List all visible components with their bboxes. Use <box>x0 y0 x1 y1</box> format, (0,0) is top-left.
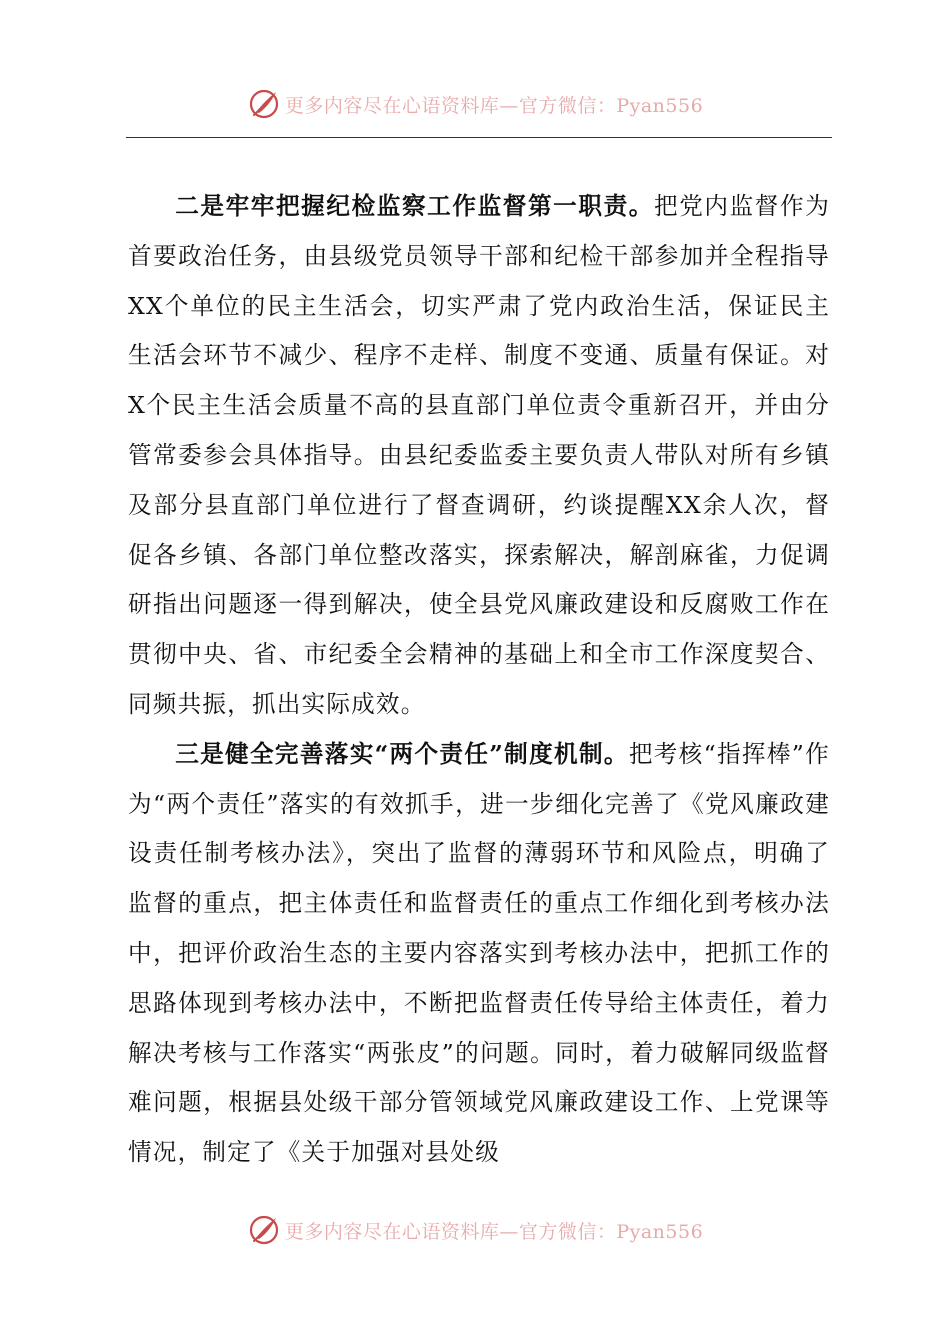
paragraph-body: 把考核“指挥棒”作为“两个责任”落实的有效抓手，进一步细化完善了《党风廉政建设责任制考核办法》，突出了监督的薄弱环节和风险点，明确了监督的重点，把主体责任和监督责任的重点工作细化到考核办法中，把评价政治生态的主要内容落实到考核办法中，把抓工作的思路体现到考核办法中，不断把监督责任传导给主体责任，着力解决考核与工作落实“两张皮”的问题。同时，着力破解同级监督难问题，根据县处级干部分管领域党风廉政建设工作、上党课等情况，制定了《关于加强对县处级 <box>128 739 830 1167</box>
paragraph <box>128 182 830 730</box>
paragraph <box>128 730 830 1178</box>
paragraph-lead: 二是牢牢把握纪检监察工作监督第一职责。 <box>175 192 654 220</box>
feather-pen-logo-icon <box>247 1213 281 1247</box>
document-body <box>128 182 830 1178</box>
footer-banner <box>0 1210 950 1250</box>
feather-pen-logo-icon <box>247 87 281 121</box>
header-divider <box>126 137 832 138</box>
paragraph-body: 把党内监督作为首要政治任务，由县级党员领导干部和纪检干部参加并全程指导XX个单位的民主生活会，切实严肃了党内政治生活，保证民主生活会环节不减少、程序不走样、制度不变通、质量有保证。对X个民主生活会质量不高的县直部门单位责令重新召开，并由分管常委参会具体指导。由县纪委监委主要负责人带队对所有乡镇及部分县直部门单位进行了督查调研，约谈提醒XX余人次，督促各乡镇、各部门单位整改落实，探索解决，解剖麻雀，力促调研指出问题逐一得到解决，使全县党风廉政建设和反腐败工作在贯彻中央、省、市纪委全会精神的基础上和全市工作深度契合、同频共振，抓出实际成效。 <box>128 192 830 718</box>
header-banner <box>0 84 950 124</box>
banner-text: 更多内容尽在心语资料库—官方微信：Pyan556 <box>284 1220 704 1243</box>
paragraph-lead: 三是健全完善落实“两个责任”制度机制。 <box>175 739 629 768</box>
banner-text: 更多内容尽在心语资料库—官方微信：Pyan556 <box>284 94 704 117</box>
